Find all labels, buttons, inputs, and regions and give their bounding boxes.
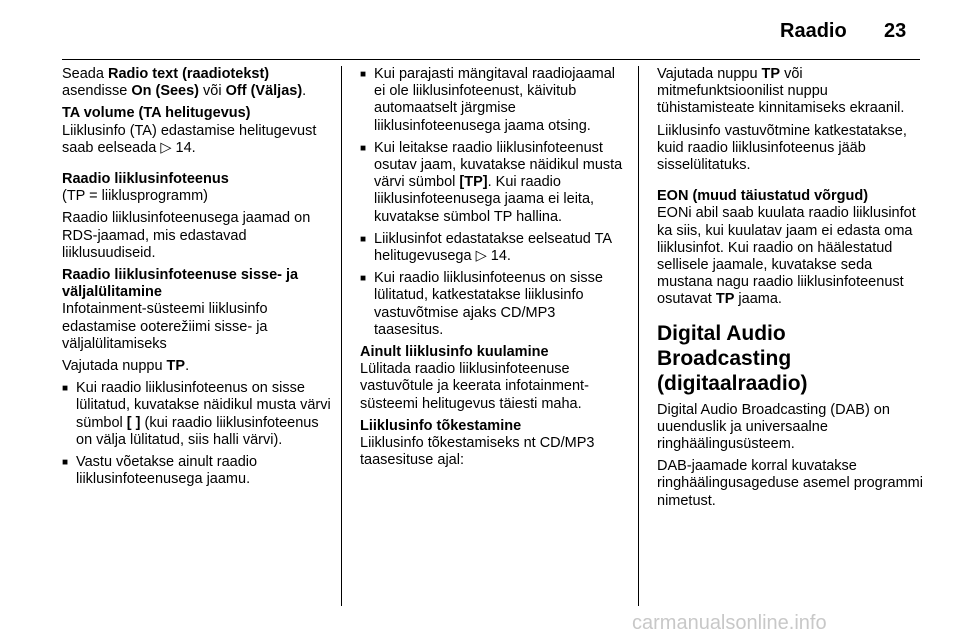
page-ref: ▷ 14. bbox=[160, 139, 196, 156]
only-traffic-text: Lülitada raadio liiklusinfoteenuse vastuvõtule ja keerata infotainment-süsteemi helitugevus täiesti maha. bbox=[360, 361, 589, 412]
page-number: 23 bbox=[884, 20, 907, 42]
list-item: ■ Kui raadio liiklusinfoteenus on sisse lülitatud, kuvatakse näidikul musta värvi sümbol [ ] (kui raadio liiklusinfoteenus on välja lülitatud, siis halli värvi). bbox=[62, 380, 332, 449]
col1-bullet-list bbox=[62, 380, 332, 488]
column-divider-2 bbox=[638, 66, 639, 606]
interrupt-paragraph: Liiklusinfo vastuvõtmine katkestatakse, kuid raadio liiklusinfoteenus jääb sisselülitatuks. bbox=[657, 122, 907, 174]
column-2 bbox=[360, 66, 628, 474]
dab-paragraph-2: DAB-jaamade korral kuvatakse ringhäälingusageduse asemel programmi nimetust. bbox=[657, 458, 923, 509]
block-traffic-text: Liiklusinfo tõkestamiseks nt CD/MP3 taasesituse ajal: bbox=[360, 435, 595, 469]
list-item: ■ Kui raadio liiklusinfoteenus on sisse lülitatud, katkestatakse liiklusinfo vastuvõtmise ajaks CD/MP3 taasesitus. bbox=[360, 270, 628, 339]
column-divider-1 bbox=[341, 66, 342, 606]
page-ref: ▷ 14. bbox=[475, 248, 511, 265]
list-item: ■ Vastu võetakse ainult raadio liiklusinfoteenusega jaamu. bbox=[62, 454, 332, 488]
block-traffic-heading: Liiklusinfo tõkestamine bbox=[360, 417, 522, 434]
eon-text: EONi abil saab kuulata raadio liiklusinfot ka siis, kui kuulatav jaam ei edasta oma liiklusinfot. Kui raadio on häälestatud sellisele jaamale, kuvatakse seda mustana nagu raadio liiklusinfoteenust osutavat TP jaama. bbox=[657, 205, 916, 308]
page-title: Raadio bbox=[780, 20, 847, 42]
traffic-service-text: Raadio liiklusinfoteenusega jaamad on RDS-jaamad, mis edastavad liiklusuudiseid. bbox=[62, 210, 311, 261]
page-header bbox=[0, 0, 960, 60]
list-item: ■ Kui leitakse raadio liiklusinfoteenust osutav jaam, kuvatakse näidikul musta värvi sümbol [TP]. Kui raadio liiklusinfoteenusega jaama ei leita, kuvatakse sümbol TP hallina. bbox=[360, 140, 628, 226]
column-1 bbox=[62, 66, 332, 493]
press-tp-text: Vajutada nuppu TP. bbox=[62, 358, 190, 375]
eon-heading: EON (muud täiustatud võrgud) bbox=[657, 188, 869, 205]
header-rule bbox=[62, 59, 920, 60]
ta-volume-heading: TA volume (TA helitugevus) bbox=[62, 105, 251, 122]
list-item: ■ Liiklusinfot edastatakse eelseatud TA helitugevusega ▷ 14. bbox=[360, 231, 628, 265]
tp-definition: (TP = liiklusprogramm) bbox=[62, 188, 208, 205]
col2-bullet-list bbox=[360, 66, 628, 339]
list-item: ■ Kui parajasti mängitaval raadiojaamal ei ole liiklusinfoteenust, käivitub automaatselt järgmise liiklusinfoteenusega jaama otsing. bbox=[360, 66, 628, 135]
watermark: carmanualsonline.info bbox=[632, 612, 827, 634]
dab-heading: Digital Audio Broadcasting (digitaalraadio) bbox=[657, 321, 808, 395]
ta-volume-text: Liiklusinfo (TA) edastamise helitugevust saab eelseada ▷ 14. bbox=[62, 122, 317, 156]
press-tp-paragraph: Vajutada nuppu TP või mitmefunktsioonilist nuppu tühistamisteate kinnitamiseks ekraanil. bbox=[657, 66, 905, 117]
dab-paragraph-1: Digital Audio Broadcasting (DAB) on uuenduslik ja universaalne ringhäälingusüsteem. bbox=[657, 401, 890, 453]
only-traffic-heading: Ainult liiklusinfo kuulamine bbox=[360, 344, 549, 361]
traffic-service-heading: Raadio liiklusinfoteenus bbox=[62, 171, 229, 188]
column-3 bbox=[657, 66, 925, 515]
toggle-heading: Raadio liiklusinfoteenuse sisse- ja väljalülitamine bbox=[62, 267, 299, 301]
radio-text-paragraph: Seada Radio text (raadiotekst) asendisse On (Sees) või Off (Väljas). bbox=[62, 66, 307, 100]
toggle-text: Infotainment-süsteemi liiklusinfo edastamise ooterežiimi sisse- ja väljalülitamiseks bbox=[62, 301, 268, 352]
